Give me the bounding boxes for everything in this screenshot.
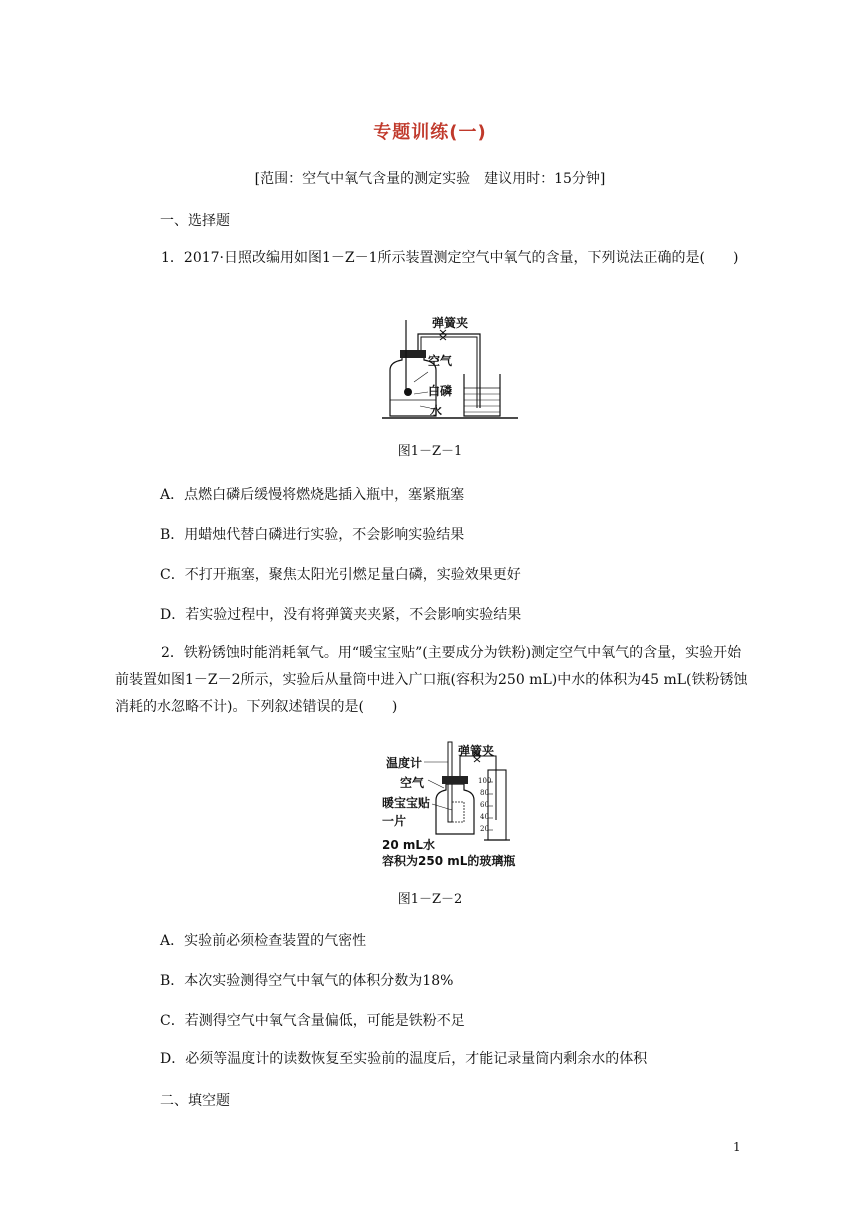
label-clip: 弹簧夹 (432, 316, 469, 330)
figure-1-z-2 (382, 740, 516, 868)
q2-option-a: A．实验前必须检查装置的气密性 (160, 933, 367, 949)
figure-2-caption: 图1－Z－2 (397, 892, 463, 907)
label-phosphorus: 白磷 (428, 384, 453, 398)
figure-1-z-1 (380, 312, 520, 422)
q1-option-d: D．若实验过程中，没有将弹簧夹夹紧，不会影响实验结果 (160, 607, 522, 623)
figure-1-caption: 图1－Z－1 (397, 444, 463, 459)
q2-option-d: D．必须等温度计的读数恢复至实验前的温度后，才能记录量筒内剩余水的体积 (160, 1051, 648, 1067)
page-number: 1 (733, 1140, 741, 1154)
label-thermometer: 温度计 (386, 756, 423, 770)
label-air: 空气 (428, 354, 453, 368)
q1-option-b: B．用蜡烛代替白磷进行实验，不会影响实验结果 (160, 527, 465, 543)
label-bottle: 容积为250 mL的玻璃瓶 (382, 854, 516, 868)
scale-80: 80 (480, 789, 489, 797)
label-water: 水 (430, 404, 443, 418)
question-1-text: 1．2017·日照改编用如图1－Z－1所示装置测定空气中氧气的含量，下列说法正确的是( ) (161, 250, 739, 266)
q1-option-a: A．点燃白磷后缓慢将燃烧匙插入瓶中，塞紧瓶塞 (160, 487, 465, 503)
label-water-2: 20 mL水 (382, 838, 436, 852)
section-heading-fill: 二、填空题 (160, 1093, 230, 1109)
scale-40: 40 (480, 813, 489, 821)
question-2-text: 2．铁粉锈蚀时能消耗氧气。用“暖宝宝贴”(主要成分为铁粉)测定空气中氧气的含量，实验开始前装置如图1－Z－2所示，实验后从量筒中进入广口瓶(容积为250 mL)中水的体积为45 mL(铁粉锈蚀消耗的水忽略不计)。下列叙述错误的是( ) (115, 645, 748, 715)
page-title: 专题训练(一) (373, 122, 487, 143)
scale-60: 60 (480, 801, 489, 809)
label-air-2: 空气 (400, 776, 425, 790)
scale-100: 100 (478, 777, 492, 785)
scope-line: [范围：空气中氧气含量的测定实验 建议用时：15分钟] (254, 171, 606, 187)
section-heading-choice: 一、选择题 (160, 213, 230, 229)
label-clip-2: 弹簧夹 (458, 744, 495, 758)
label-warmer: 暖宝宝贴 (382, 796, 431, 810)
q1-option-c: C．不打开瓶塞，聚焦太阳光引燃足量白磷，实验效果更好 (160, 567, 521, 583)
label-one-piece: 一片 (382, 814, 407, 828)
scale-20: 20 (480, 825, 489, 833)
q2-option-c: C．若测得空气中氧气含量偏低，可能是铁粉不足 (160, 1013, 465, 1029)
q2-option-b: B．本次实验测得空气中氧气的体积分数为18% (160, 973, 454, 989)
